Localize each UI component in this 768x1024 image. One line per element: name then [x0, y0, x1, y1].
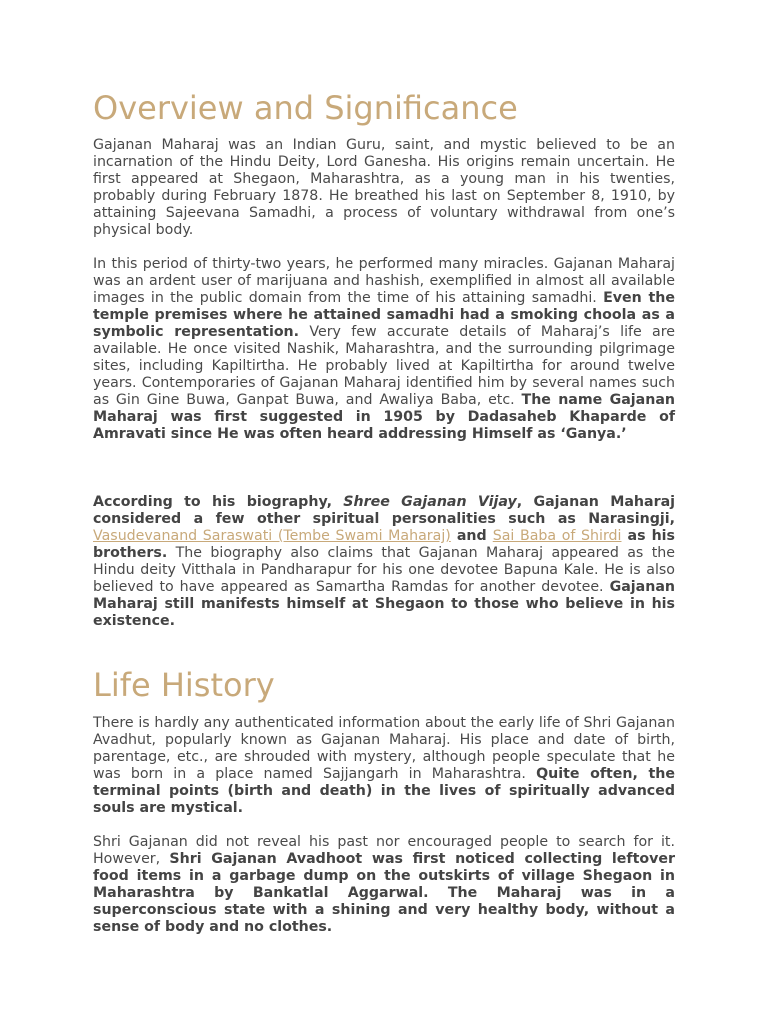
link-vasudevanand-saraswati[interactable]: Vasudevanand Saraswati (Tembe Swami Maharaj): [93, 528, 451, 544]
text-run: , Gajanan Maharaj considered a few other spiritual personalities such as Narasingji,: [93, 494, 676, 527]
text-run: There is hardly any authenticated information about the early life of Shri Gajanan Avadhut, popularly known as Gajanan Maharaj. His place and date of birth, parentage, etc., are shrouded with mystery, although people speculate that he was born in a place named Sajjangarh in Maharashtra.: [93, 715, 675, 782]
bold-text: and: [450, 528, 493, 544]
bold-text: Gajanan Maharaj still manifests himself at Shegaon to those who believe in his existence.: [93, 579, 675, 629]
bold-text: Shri Gajanan Avadhoot was first noticed collecting leftover food items in a garbage dump on the outskirts of village Shegaon in Maharashtra by Bankatlal Aggarwal. The Maharaj was in a superconscious state with a shining and very healthy body, without a sense of body and no clothes.: [93, 851, 675, 935]
text-run: The biography also claims that Gajanan Maharaj appeared as the Hindu deity Vitthala in Pandharapur for his one devotee Bapuna Kale. He is also believed to have appeared as Samartha Ramdas for another devotee.: [93, 545, 675, 595]
text-run: In this period of thirty-two years, he performed many miracles. Gajanan Maharaj was an ardent user of marijuana and hashish, exemplified in almost all available images in the public domain from the time of his attaining samadhi.: [93, 256, 675, 306]
bold-text: Quite often, the terminal points (birth and death) in the lives of spiritually advanced souls are mystical.: [93, 766, 675, 816]
overview-paragraph-1: Gajanan Maharaj was an Indian Guru, saint, and mystic believed to be an incarnation of the Hindu Deity, Lord Ganesha. His origins remain uncertain. He first appeared at Shegaon, Maharashtra, as a young man in his twenties, probably during February 1878. He breathed his last on September 8, 1910, by attaining Sajeevana Samadhi, a process of voluntary withdrawal from one’s physical body.: [93, 137, 675, 238]
bold-text: as his brothers.: [93, 528, 675, 561]
life-paragraph-1: [93, 715, 675, 817]
section-heading-overview: Overview and Significance: [93, 89, 518, 127]
link-sai-baba-of-shirdi[interactable]: Sai Baba of Shirdi: [492, 528, 622, 544]
bold-text: The name Gajanan Maharaj was first suggested in 1905 by Dadasaheb Khaparde of Amravati since He was often heard addressing Himself as ‘Ganya.’: [93, 392, 676, 442]
book-title: Shree Gajanan Vijay: [343, 494, 517, 510]
bold-text: [93, 494, 675, 527]
text-run: Shri Gajanan did not reveal his past nor encouraged people to search for it. However,: [93, 834, 675, 867]
text-run: Very few accurate details of Maharaj’s life are available. He once visited Nashik, Maharashtra, and the surrounding pilgrimage sites, including Kapiltirtha. He probably lived at Kapiltirtha for around twelve years. Contemporaries of Gajanan Maharaj identified him by several names such as Gin Gine Buwa, Ganpat Buwa, and Awaliya Baba, etc.: [93, 324, 675, 408]
overview-paragraph-3: [93, 494, 675, 630]
bold-text: Even the temple premises where he attained samadhi had a smoking choola as a symbolic representation.: [93, 290, 675, 340]
section-heading-life-history: Life History: [93, 666, 275, 704]
overview-paragraph-2: [93, 256, 675, 443]
life-paragraph-2: [93, 834, 675, 936]
text-run: According to his biography,: [93, 494, 344, 510]
